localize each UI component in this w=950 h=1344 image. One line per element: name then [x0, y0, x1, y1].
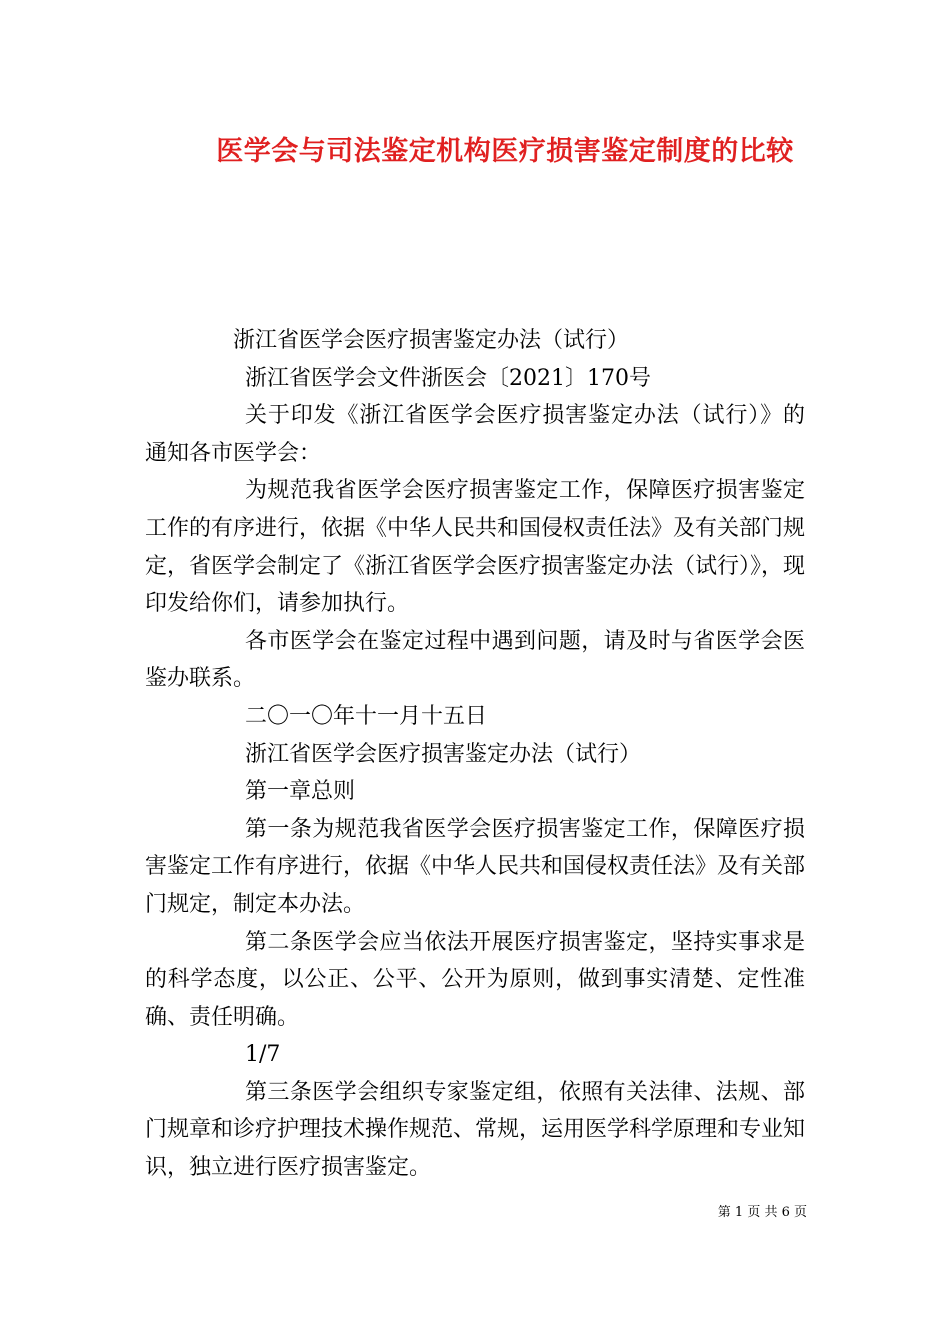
- doc-paragraph: 为规范我省医学会医疗损害鉴定工作，保障医疗损害鉴定工作的有序进行，依据《中华人民共和国侵权责任法》及有关部门规定，省医学会制定了《浙江省医学会医疗损害鉴定办法（试行）》，现印发给你们，请参加执行。: [145, 478, 806, 617]
- doc-heading-line: 浙江省医学会医疗损害鉴定办法（试行）: [233, 328, 630, 353]
- doc-paragraph: 关于印发《浙江省医学会医疗损害鉴定办法（试行）》的通知各市医学会：: [145, 403, 805, 466]
- doc-inline-page-number: 1/7: [245, 1042, 281, 1068]
- doc-subtitle: 浙江省医学会医疗损害鉴定办法（试行）: [245, 741, 642, 767]
- document-body: [145, 322, 805, 1187]
- doc-article: 第一条为规范我省医学会医疗损害鉴定工作，保障医疗损害鉴定工作有序进行，依据《中华人民共和国侵权责任法》及有关部门规定，制定本办法。: [145, 816, 806, 917]
- doc-paragraph: 各市医学会在鉴定过程中遇到问题，请及时与省医学会医鉴办联系。: [145, 628, 805, 692]
- doc-chapter-heading: 第一章总则: [245, 779, 356, 805]
- doc-date: 二〇一〇年十一月十五日: [245, 703, 488, 729]
- document-title: 医学会与司法鉴定机构医疗损害鉴定制度的比较: [216, 136, 794, 167]
- page-footer: 第 1 页 共 6 页: [717, 1205, 807, 1220]
- doc-article: 第三条医学会组织专家鉴定组，依照有关法律、法规、部门规章和诊疗护理技术操作规范、常规，运用医学科学原理和专业知识，独立进行医疗损害鉴定。: [145, 1079, 806, 1181]
- doc-article: 第二条医学会应当依法开展医疗损害鉴定，坚持实事求是的科学态度，以公正、公平、公开为原则，做到事实清楚、定性准确、责任明确。: [145, 929, 805, 1030]
- doc-file-number: 浙江省医学会文件浙医会〔2021〕170号: [245, 365, 651, 391]
